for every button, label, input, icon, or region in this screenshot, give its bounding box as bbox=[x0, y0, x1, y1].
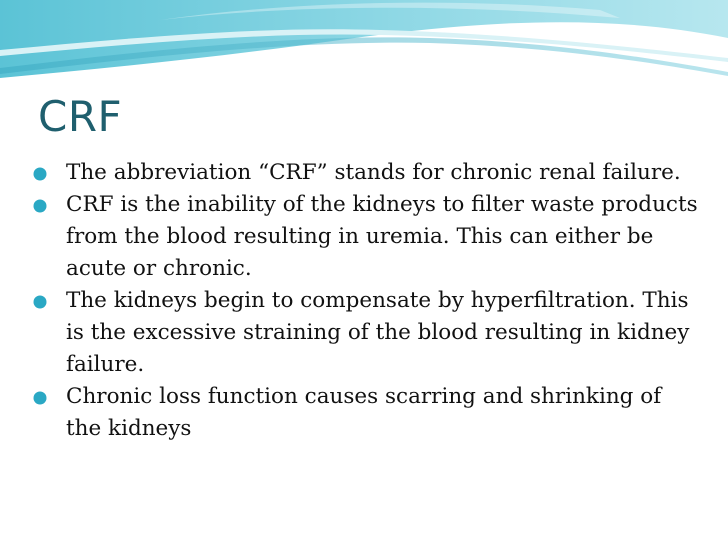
bullet-text: The kidneys begin to compensate by hyperfiltration. This is the excessive straining of the blood resulting in kidney failure. bbox=[66, 288, 690, 377]
bullet-item bbox=[18, 285, 698, 381]
slide-title: CRF bbox=[38, 92, 123, 141]
bullet-list bbox=[18, 157, 698, 445]
bullet-text: The abbreviation “CRF” stands for chronic renal failure. bbox=[66, 160, 681, 185]
bullet-item bbox=[18, 157, 698, 189]
bullet-item bbox=[18, 189, 698, 285]
header-wave-decoration bbox=[0, 0, 728, 90]
bullet-dot-icon bbox=[33, 167, 47, 181]
bullet-dot-icon bbox=[33, 391, 47, 405]
bullet-item bbox=[18, 381, 698, 445]
bullet-text: Chronic loss function causes scarring and shrinking of the kidneys bbox=[66, 384, 662, 441]
bullet-text: CRF is the inability of the kidneys to filter waste products from the blood resulting in uremia. This can either be acute or chronic. bbox=[66, 192, 698, 281]
bullet-dot-icon bbox=[33, 199, 47, 213]
bullet-dot-icon bbox=[33, 295, 47, 309]
